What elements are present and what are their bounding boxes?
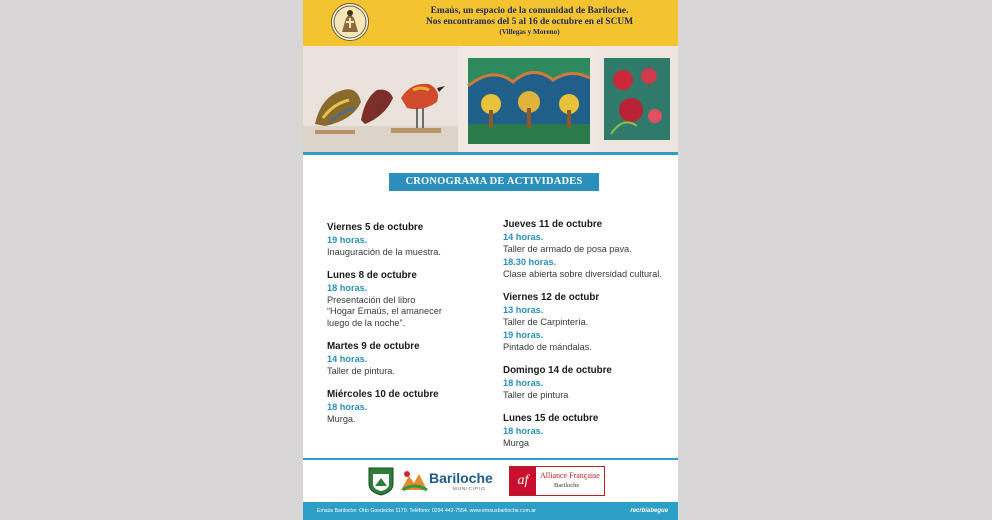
- af-mark: af: [510, 467, 536, 495]
- bariloche-crest-icon: [367, 466, 395, 496]
- bariloche-mountain-icon: [399, 468, 429, 494]
- schedule-activity: Pintado de mándalas.: [503, 341, 592, 352]
- birds-sculpture-photo: [303, 46, 458, 152]
- schedule-left-column: [327, 222, 487, 425]
- header-line-2: Nos encontramos del 5 al 16 de octubre en el SCUM: [425, 17, 634, 27]
- schedule-activity: Taller de Carpintería.: [503, 316, 589, 327]
- footer-tag: recrbiabegue: [630, 508, 668, 514]
- contact-info: Emaús Bariloche: Otto Goedecke 1170. Teléfono: 0294 442-7554. www.emausbariloche.com.ar: [317, 508, 536, 514]
- schedule-day: Domingo 14 de octubre: [503, 365, 612, 376]
- schedule-day: Viernes 12 de octubr: [503, 292, 600, 303]
- schedule-hour: 19 horas.: [327, 235, 368, 245]
- emaus-logo: [331, 3, 369, 41]
- municipio-label: MUNICIPIO: [453, 486, 486, 491]
- header-line-1: Emaús, un espacio de la comunidad de Bariloche.: [430, 6, 629, 16]
- contact-footer: [303, 502, 678, 520]
- schedule-day: Jueves 11 de octubre: [503, 219, 603, 230]
- schedule-activity: Taller de armado de posa pava.: [503, 243, 632, 254]
- af-name: Alliance Française: [540, 471, 600, 480]
- schedule-title: CRONOGRAMA DE ACTIVIDADES: [389, 173, 599, 191]
- schedule-day: Lunes 8 de octubre: [327, 270, 417, 281]
- schedule-day: Martes 9 de octubre: [327, 341, 420, 352]
- schedule-hour: 13 horas.: [503, 305, 544, 315]
- schedule-day: Miércoles 10 de octubre: [327, 389, 439, 400]
- landscape-painting-photo: [458, 46, 598, 152]
- flowers-painting-photo: [598, 46, 678, 152]
- bariloche-logo-text: Bariloche: [429, 470, 493, 486]
- schedule-activity: Murga.: [327, 413, 356, 424]
- header-divider: [303, 152, 678, 155]
- schedule-activity: Taller de pintura.: [327, 365, 395, 376]
- header-text: [387, 6, 672, 37]
- schedule-activity: Taller de pintura: [503, 389, 569, 400]
- schedule-hour: 19 horas.: [503, 330, 544, 340]
- schedule-activity: Presentación del libro “Hogar Emaús, el amanecer luego de la noche”.: [327, 294, 442, 328]
- schedule-hour: 18 horas.: [327, 283, 368, 293]
- schedule-activity: Inauguración de la muestra.: [327, 246, 441, 257]
- header-line-3: (Villegas y Moreno): [499, 28, 560, 36]
- event-poster: [303, 0, 678, 520]
- artwork-photos: [303, 46, 678, 154]
- schedule-hour: 18 horas.: [503, 426, 544, 436]
- schedule-hour: 18 horas.: [327, 402, 368, 412]
- poster-header: [303, 0, 678, 46]
- alliance-francaise-logo: [509, 466, 605, 496]
- schedule-activity: Murga: [503, 437, 530, 448]
- schedule-day: Lunes 15 de octubre: [503, 413, 599, 424]
- schedule-activity: Clase abierta sobre diversidad cultural.: [503, 268, 662, 279]
- schedule-right-column: [503, 219, 678, 449]
- schedule-hour: 14 horas.: [503, 232, 544, 242]
- schedule-hour: 14 horas.: [327, 354, 368, 364]
- schedule-hour: 18 horas.: [503, 378, 544, 388]
- schedule-day: Viernes 5 de octubre: [327, 222, 424, 233]
- af-city: Bariloche: [554, 482, 580, 489]
- schedule-hour: 18.30 horas.: [503, 257, 557, 267]
- sponsor-logos: [303, 460, 678, 502]
